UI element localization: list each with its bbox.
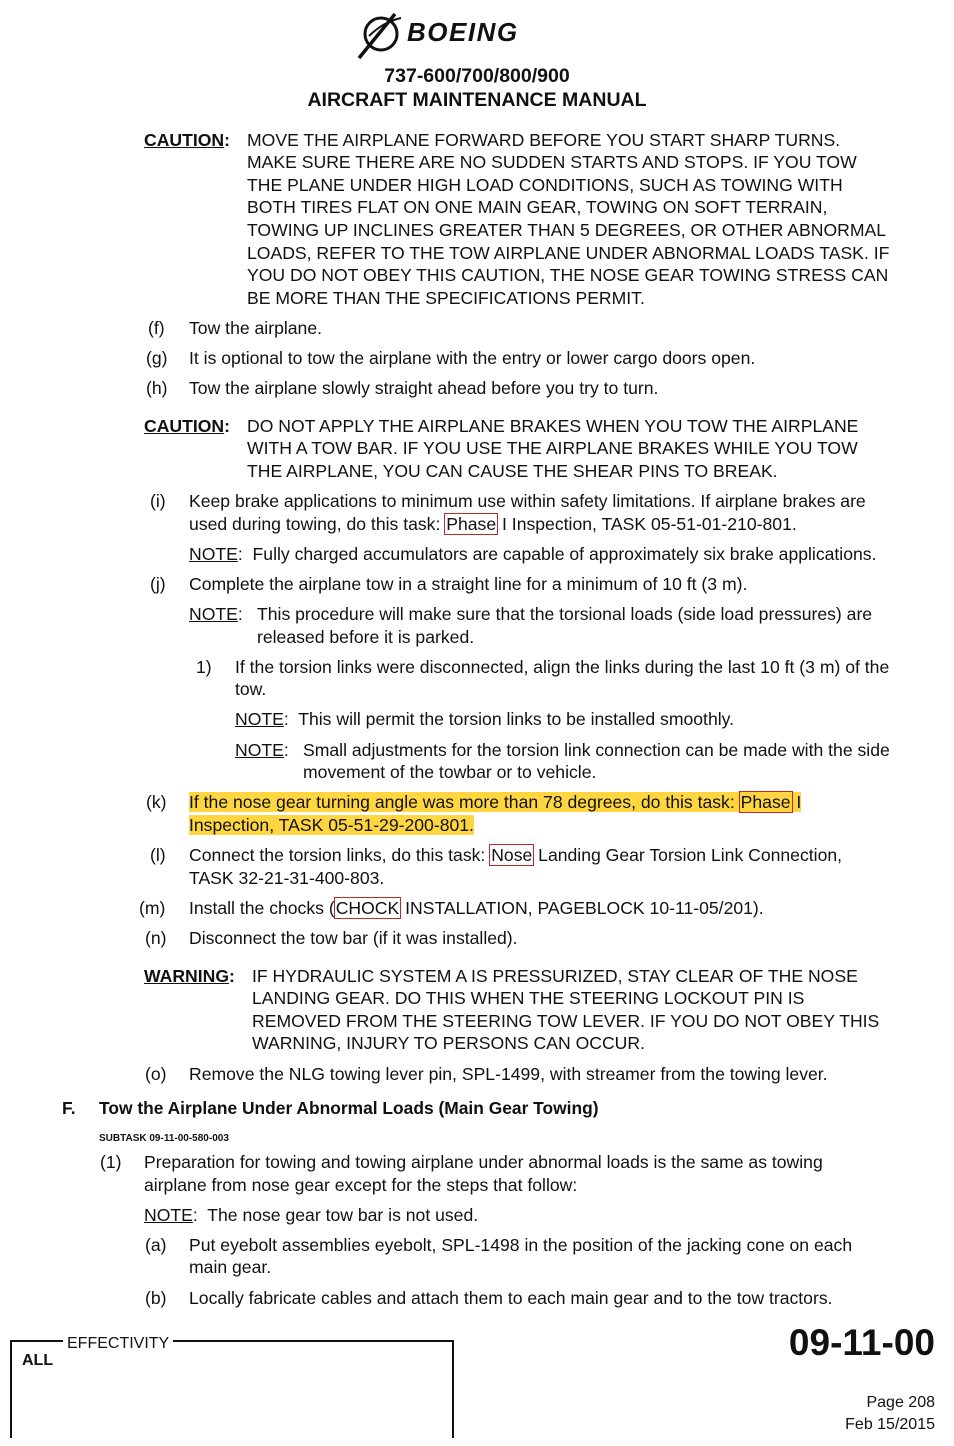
step-text: Put eyebolt assemblies eyebolt, SPL-1498 in the position of the jacking cone on each	[189, 1235, 853, 1255]
warning-text-line: REMOVED FROM THE STEERING TOW LEVER. IF YOU DO NOT OBEY THIS	[252, 1011, 880, 1031]
step-marker: (k)	[146, 792, 167, 812]
caution-text-line: BOTH TIRES FLAT ON ONE MAIN GEAR, TOWING ON SOFT TERRAIN,	[247, 197, 828, 217]
warning-label: WARNING:	[144, 966, 235, 986]
caution-text-line: WITH A TOW BAR. IF YOU USE THE AIRPLANE BRAKES WHILE YOU TOW	[247, 438, 858, 458]
section-marker: F.	[62, 1098, 76, 1118]
step-marker: (j)	[150, 574, 166, 594]
warning-text-line: IF HYDRAULIC SYSTEM A IS PRESSURIZED, STAY CLEAR OF THE NOSE	[252, 966, 858, 986]
step-text: Connect the torsion links, do this task: Nose Landing Gear Torsion Link Connection,	[189, 845, 843, 865]
step-text: Install the chocks (CHOCK INSTALLATION, PAGEBLOCK 10-11-05/201).	[189, 898, 764, 918]
boeing-logo	[355, 6, 585, 60]
note: NOTE: This will permit the torsion links to be installed smoothly.	[235, 709, 735, 729]
highlighted-step-text: Inspection, TASK 05-51-29-200-801.	[189, 815, 474, 835]
step-text: Remove the NLG towing lever pin, SPL-1499, with streamer from the towing lever.	[189, 1064, 828, 1084]
step-marker: (h)	[146, 378, 168, 398]
step-marker: (o)	[145, 1064, 167, 1084]
step-text: Complete the airplane tow in a straight line for a minimum of 10 ft (3 m).	[189, 574, 748, 594]
effectivity-box	[10, 1340, 454, 1438]
note: NOTE: Fully charged accumulators are capable of approximately six brake applications.	[189, 544, 877, 564]
boeing-logo-icon	[355, 6, 415, 62]
caution-text-line: THE PLANE UNDER HIGH LOAD CONDITIONS, SUCH AS TOWING WITH	[247, 175, 843, 195]
highlighted-step-text: If the nose gear turning angle was more than 78 degrees, do this task: Phase I	[189, 792, 802, 812]
step-text: TASK 32-21-31-400-803.	[189, 868, 385, 888]
step-text: main gear.	[189, 1257, 272, 1277]
step-marker: (g)	[146, 348, 168, 368]
logo-wordmark: BOEING	[407, 17, 519, 47]
step-marker: (a)	[145, 1235, 167, 1255]
effectivity-value: ALL	[22, 1352, 54, 1369]
step-text: It is optional to tow the airplane with the entry or lower cargo doors open.	[189, 348, 756, 368]
task-link-chock[interactable]: CHOCK	[335, 898, 400, 918]
note-text: movement of the towbar or to vehicle.	[303, 762, 597, 782]
aircraft-model: 737-600/700/800/900	[384, 65, 570, 87]
substep-marker: 1)	[196, 657, 212, 677]
caution-text-line: DO NOT APPLY THE AIRPLANE BRAKES WHEN YOU TOW THE AIRPLANE	[247, 416, 859, 436]
page-number: Page 208	[866, 1394, 935, 1411]
task-link-phase[interactable]: Phase	[446, 514, 497, 534]
step-text: used during towing, do this task: Phase I Inspection, TASK 05-51-01-210-801.	[189, 514, 797, 534]
substep-text: If the torsion links were disconnected, align the links during the last 10 ft (3 m) of the	[235, 657, 890, 677]
subtask-id: SUBTASK 09-11-00-580-003	[99, 1133, 229, 1144]
warning-text-line: LANDING GEAR. DO THIS WHEN THE STEERING LOCKOUT PIN IS	[252, 988, 805, 1008]
step-marker: (n)	[145, 928, 167, 948]
manual-title: AIRCRAFT MAINTENANCE MANUAL	[307, 89, 647, 111]
step-text: Tow the airplane.	[189, 318, 323, 338]
caution-text-line: BE MORE THAN THE SPECIFICATIONS PERMIT.	[247, 288, 645, 308]
caution-text-line: LOADS, REFER TO THE TOW AIRPLANE UNDER ABNORMAL LOADS TASK. IF	[247, 243, 890, 263]
step-text: Keep brake applications to minimum use within safety limitations. If airplane brakes are	[189, 491, 866, 511]
caution-label: CAUTION:	[144, 416, 231, 436]
substep-text: tow.	[235, 679, 267, 699]
caution-label: CAUTION:	[144, 130, 231, 150]
step-text: Locally fabricate cables and attach them to each main gear and to the tow tractors.	[189, 1288, 833, 1308]
paragraph-text: Preparation for towing and towing airplane under abnormal loads is the same as towing	[144, 1152, 823, 1172]
paragraph-text: airplane from nose gear except for the steps that follow:	[144, 1175, 578, 1195]
section-title: Tow the Airplane Under Abnormal Loads (Main Gear Towing)	[99, 1098, 599, 1118]
caution-text-line: MOVE THE AIRPLANE FORWARD BEFORE YOU START SHARP TURNS.	[247, 130, 841, 150]
note-label: NOTE:	[189, 604, 243, 624]
caution-text-line: MAKE SURE THERE ARE NO SUDDEN STARTS AND STOPS. IF YOU TOW	[247, 152, 857, 172]
step-marker: (i)	[150, 491, 166, 511]
note-text: Small adjustments for the torsion link connection can be made with the side	[303, 740, 890, 760]
note-text: This procedure will make sure that the torsional loads (side load pressures) are	[257, 604, 873, 624]
effectivity-label: EFFECTIVITY	[63, 1335, 173, 1353]
revision-date: Feb 15/2015	[845, 1416, 935, 1433]
step-marker: (f)	[148, 318, 165, 338]
step-marker: (m)	[139, 898, 166, 918]
caution-text-line: YOU DO NOT OBEY THIS CAUTION, THE NOSE GEAR TOWING STRESS CAN	[247, 265, 889, 285]
step-marker: (b)	[145, 1288, 167, 1308]
paragraph-marker: (1)	[100, 1152, 122, 1172]
note-text: released before it is parked.	[257, 627, 475, 647]
task-link-nose[interactable]: Nose	[491, 845, 533, 865]
document-number: 09-11-00	[788, 1322, 935, 1363]
task-link-phase[interactable]: Phase	[740, 792, 791, 812]
caution-text-line: TOWING UP INCLINES GREATER THAN 5 DEGREES, OR OTHER ABNORMAL	[247, 220, 887, 240]
caution-text-line: THE AIRPLANE, YOU CAN CAUSE THE SHEAR PINS TO BREAK.	[247, 461, 778, 481]
step-text: Disconnect the tow bar (if it was installed).	[189, 928, 518, 948]
note: NOTE: The nose gear tow bar is not used.	[144, 1205, 479, 1225]
step-text: Tow the airplane slowly straight ahead before you try to turn.	[189, 378, 659, 398]
step-marker: (l)	[150, 845, 166, 865]
warning-text-line: WARNING, INJURY TO PERSONS CAN OCCUR.	[252, 1033, 645, 1053]
note-label: NOTE:	[235, 740, 289, 760]
